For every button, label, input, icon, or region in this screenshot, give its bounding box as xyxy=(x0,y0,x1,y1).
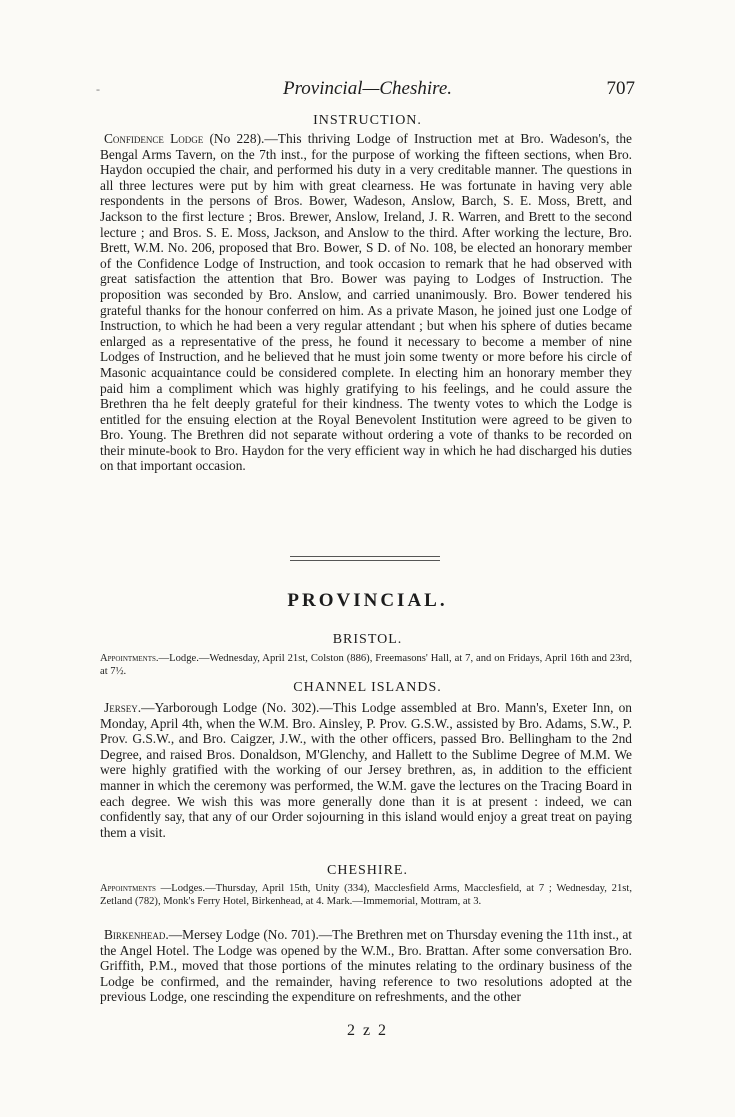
page-number: 707 xyxy=(606,78,635,99)
jersey-article xyxy=(100,700,632,840)
birkenhead-paragraph xyxy=(100,927,632,1005)
instruction-body: (No 228).—This thriving Lodge of Instruction met at Bro. Wadeson's, the Bengal Arms Tavern, on the 7th inst., for the purpose of working the fifteen sections, when Bro. Haydon occupied the chair, and performed his duty in a very creditable manner. The questions in all three lectures were put by him with great clearness. He was fortunate in having very able respondents in the persons of Bros. Bower, Wadeson, Anslow, Barch, S. E. Moss, Brett, and Jackson to the first lecture ; Bros. Brewer, Anslow, Ireland, J. R. Warren, and Brett to the second lecture ; and Bros. S. E. Moss, Jackson, and Anslow to the third. After working the lecture, Bro. Brett, W.M. No. 206, proposed that Bro. Bower, S D. of No. 108, be elected an honorary member of the Confidence Lodge of Instruction, and took occasion to remark that he had observed with great satisfaction the attention that Bro. Bower was paying to Lodges of Instruction. The proposition was seconded by Bro. Anslow, and carried unanimously. Bro. Bower tendered his grateful thanks for the honour conferred on him. As a private Mason, he joined just one Lodge of Instruction, to which he had been a very regular attendant ; but when his sphere of duties became enlarged as a representative of the press, he found it necessary to become a member of nine Lodges of Instruction, and he believed that he must join some twenty or more before his circle of Masonic acquaintance could be considered complete. In electing him an honorary member they paid him a compliment which was highly gratifying to his feelings, and he could assure the Brethren tha he felt deeply grateful for their kindness. The twenty votes to which the Lodge is entitled for the ensuing election at the Royal Benevolent Institution were agreed to be given to Bro. Young. The Brethren did not separate without ordering a vote of thanks to be recorded on their minute-book to Bro. Haydon for the very efficient way in which he had discharged his duties on that important occasion. xyxy=(100,131,632,474)
bristol-appointments-body: —Lodge.—Wednesday, April 21st, Colston (886), Freemasons' Hall, at 7, and on Fridays, April 16th and 23rd, at 7½. xyxy=(100,653,632,677)
jersey-body: —Yarborough Lodge (No. 302).—This Lodge assembled at Bro. Mann's, Exeter Inn, on Monday, April 4th, when the W.M. Bro. Ainsley, P. Prov. G.S.W., assisted by Bro. Adams, S.W., P. Prov. G.S.W., and Bro. Caigzer, J.W., with the other officers, passed Bro. Bellingham to the 2nd Degree, and raised Bros. Donaldson, M'Glenchy, and Hallett to the Sublime Degree of M.M. We were highly gratified with the working of our Jersey brethren, as, in addition to the efficient manner in which the ceremony was performed, the W.M. gave the lectures on the Tracing Board in each degree. We wish this was more generally done than it is at present : indeed, we can confidently say, that any of our Order sojourning in this island would enjoy a great treat on paying them a visit. xyxy=(100,700,632,840)
section-divider xyxy=(290,556,440,557)
bristol-title: BRISTOL. xyxy=(332,632,403,647)
instruction-heading: INSTRUCTION. xyxy=(313,113,422,128)
instruction-paragraph xyxy=(100,131,632,474)
birkenhead-body: —Mersey Lodge (No. 701).—The Brethren met on Thursday evening the 11th inst., at the Angel Hotel. The Lodge was opened by the W.M., Bro. Brattan. After some conversation Bro. Griffith, P.M., moved that those portions of the minutes relating to the ordinary business of the Lodge be confirmed, and the remainder, having reference to two resolutions adopted at the previous Lodge, one rescinding the expenditure on refreshments, and the other xyxy=(100,927,632,1005)
birkenhead-article xyxy=(100,927,632,1005)
jersey-paragraph xyxy=(100,700,632,840)
cheshire-appointments-body: —Lodges.—Thursday, April 15th, Unity (334), Macclesfield Arms, Macclesfield, at 7 ; Wednesday, 21st, Zetland (782), Monk's Ferry Hotel, Birkenhead, at 4. Mark.—Immemorial, Mottram, at 3. xyxy=(100,883,632,907)
cheshire-title: CHESHIRE. xyxy=(327,863,408,878)
jersey-lead: Jersey. xyxy=(104,700,142,715)
bristol-appointments-lead: Appointments. xyxy=(100,653,159,664)
instruction-article xyxy=(100,131,632,474)
running-head xyxy=(96,78,635,100)
decorative-mark: - xyxy=(96,82,100,96)
cheshire-appointments-lead: Appointments xyxy=(100,883,156,894)
birkenhead-lead: Birkenhead. xyxy=(104,927,169,942)
running-title: Provincial—Cheshire. xyxy=(282,78,453,99)
instruction-lead: Confidence Lodge xyxy=(104,131,204,146)
provincial-heading: PROVINCIAL. xyxy=(287,590,448,611)
signature-mark: 2 z 2 xyxy=(346,1022,389,1039)
bristol-appointments xyxy=(100,653,632,678)
channel-islands-title: CHANNEL ISLANDS. xyxy=(293,680,442,695)
cheshire-appointments xyxy=(100,883,632,908)
section-divider xyxy=(290,560,440,561)
